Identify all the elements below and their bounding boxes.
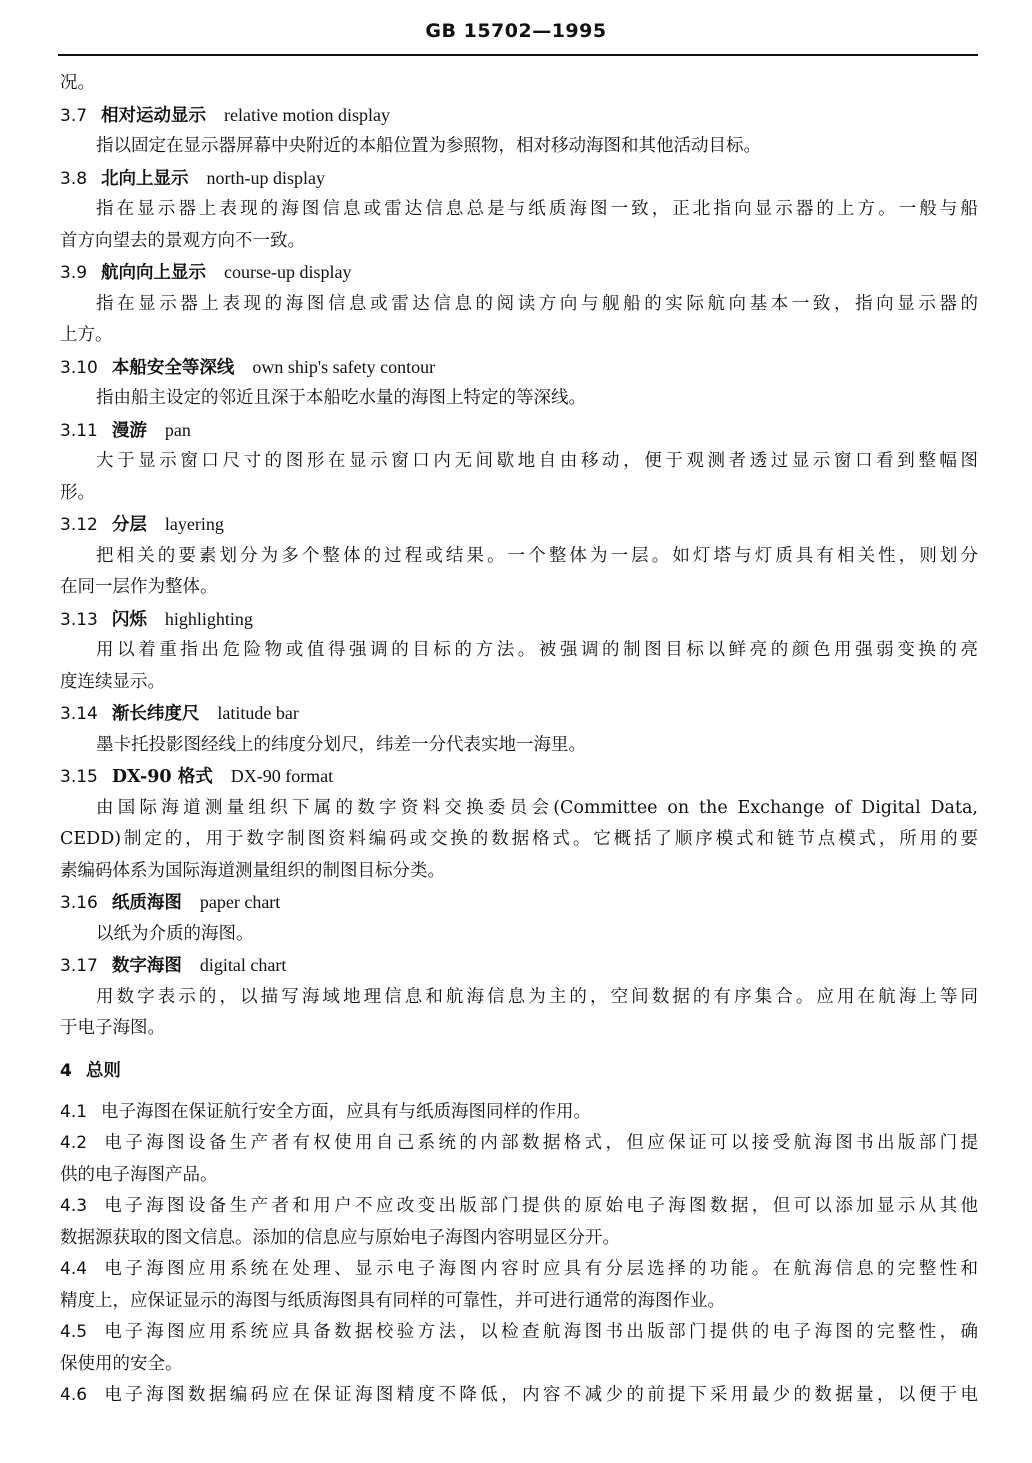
term-english: paper chart (199, 892, 281, 912)
definition-line: 指在显示器上表现的海图信息或雷达信息总是与纸质海图一致，正北指向显示器的上方。一般与船 (96, 199, 978, 219)
clause-continuation: 供的电子海图产品。 (60, 1164, 218, 1185)
definition-line: 指在显示器上表现的海图信息或雷达信息的阅读方向与舰船的实际航向基本一致，指向显示器的 (96, 293, 978, 314)
term-number: 3.16 (60, 893, 98, 913)
term-heading (60, 415, 978, 447)
term-chinese: 相对运动显示 (101, 105, 207, 126)
term-english: DX-90 format (230, 766, 334, 786)
term-english: highlighting (164, 608, 253, 629)
term-chinese: 北向上显示 (101, 168, 189, 189)
term-number: 3.14 (60, 704, 98, 724)
clause-number: 4.3 (60, 1196, 88, 1216)
definition-line: CEDD)制定的，用于数字制图资料编码或交换的数据格式。它概括了顺序模式和链节点模式，所用的要 (60, 829, 978, 849)
clause-number: 4.2 (60, 1133, 88, 1153)
clause-line (60, 1317, 978, 1349)
term-number: 3.10 (60, 357, 98, 378)
term-chinese: 渐长纬度尺 (111, 704, 200, 724)
term-english: course-up display (224, 262, 352, 282)
term-number: 3.15 (60, 767, 98, 787)
definition-line: 形。 (60, 482, 95, 503)
clause-text: 电子海图应用系统应具备数据校验方法，以检查航海图书出版部门提供的电子海图的完整性，确 (101, 1322, 978, 1342)
term-heading (60, 887, 978, 919)
definition-line: 在同一层作为整体。 (60, 577, 218, 597)
term-chinese: 航向向上显示 (101, 263, 207, 283)
term-english: north-up display (206, 167, 326, 188)
term-chinese: DX-90 格式 (111, 767, 213, 787)
term-chinese: 闪烁 (111, 609, 147, 630)
definition-line: 于电子海图。 (60, 1018, 165, 1038)
term-heading (60, 698, 978, 730)
clause-line (60, 1191, 978, 1223)
clause-number: 4.4 (60, 1259, 88, 1279)
term-english: latitude bar (217, 703, 299, 723)
standard-number-header: GB 15702—1995 (425, 20, 607, 42)
term-heading (60, 604, 978, 636)
definition-line: 上方。 (60, 325, 113, 345)
term-chinese: 漫游 (111, 420, 147, 441)
definition-line: 墨卡托投影图经线上的纬度分划尺，纬差一分代表实地一海里。 (96, 734, 586, 755)
term-chinese: 本船安全等深线 (111, 357, 235, 378)
clause-text: 电子海图设备生产者有权使用自己系统的内部数据格式，但应保证可以接受航海图书出版部门提 (101, 1133, 978, 1153)
clause-number: 4.5 (60, 1322, 88, 1342)
term-heading (60, 163, 978, 195)
clause-line (60, 1380, 978, 1412)
definition-line: 用数字表示的，以描写海域地理信息和航海信息为主的，空间数据的有序集合。应用在航海上等同 (96, 986, 978, 1007)
clause-continuation: 保使用的安全。 (60, 1353, 183, 1374)
clause-text: 电子海图数据编码应在保证海图精度不降低，内容不减少的前提下采用最少的数据量，以便于电 (101, 1385, 978, 1405)
section-number: 4 (60, 1060, 72, 1081)
term-english: relative motion display (224, 104, 391, 125)
clause-continuation: 数据源获取的图文信息。添加的信息应与原始电子海图内容明显区分开。 (60, 1227, 620, 1248)
term-heading (60, 257, 978, 289)
clause-text: 电子海图应用系统在处理、显示电子海图内容时应具有分层选择的功能。在航海信息的完整性和 (101, 1259, 978, 1279)
term-number: 3.8 (60, 168, 88, 189)
clause-line (60, 1128, 978, 1160)
definition-line: 指由船主设定的邻近且深于本船吃水量的海图上特定的等深线。 (96, 388, 586, 408)
clause-continuation: 精度上，应保证显示的海图与纸质海图具有同样的可靠性，并可进行通常的海图作业。 (60, 1290, 725, 1311)
term-english: layering (164, 514, 224, 534)
clause-line (60, 1254, 978, 1286)
term-number: 3.9 (60, 263, 88, 283)
term-chinese: 分层 (111, 515, 147, 535)
section-title: 总则 (85, 1060, 121, 1081)
term-number: 3.17 (60, 956, 98, 976)
definition-line: 把相关的要素划分为多个整体的过程或结果。一个整体为一层。如灯塔与灯质具有相关性，则划分 (96, 545, 978, 566)
definition-line: 素编码体系为国际海道测量组织的制图目标分类。 (60, 860, 445, 881)
term-number: 3.7 (60, 105, 88, 126)
term-heading (60, 352, 978, 384)
term-heading (60, 950, 978, 982)
term-english: pan (164, 419, 191, 440)
text-line: 况。 (60, 73, 95, 93)
term-english: digital chart (199, 955, 287, 975)
clause-text: 电子海图在保证航行安全方面，应具有与纸质海图同样的作用。 (101, 1101, 592, 1122)
header-rule (58, 54, 978, 56)
definition-line: 用以着重指出危险物或值得强调的目标的方法。被强调的制图目标以鲜亮的颜色用强弱变换的亮 (96, 640, 978, 660)
term-chinese: 纸质海图 (111, 893, 182, 913)
definition-line: 由国际海道测量组织下属的数字资料交换委员会(Committee on the Exchange of Digital Data, (96, 797, 978, 818)
section-heading (60, 1051, 978, 1091)
definition-line: 以纸为介质的海图。 (96, 923, 254, 944)
term-heading (60, 761, 978, 793)
term-number: 3.11 (60, 420, 98, 441)
clause-line (60, 1097, 978, 1129)
term-chinese: 数字海图 (111, 956, 182, 976)
clause-number: 4.6 (60, 1385, 88, 1405)
term-number: 3.13 (60, 609, 98, 630)
clause-text: 电子海图设备生产者和用户不应改变出版部门提供的原始电子海图数据，但可以添加显示从其他 (101, 1196, 978, 1216)
definition-line: 大于显示窗口尺寸的图形在显示窗口内无间歇地自由移动，便于观测者透过显示窗口看到整幅图 (96, 451, 978, 471)
definition-line: 度连续显示。 (60, 671, 165, 692)
term-english: own ship's safety contour (252, 356, 436, 377)
term-number: 3.12 (60, 515, 98, 535)
term-heading (60, 509, 978, 541)
term-heading (60, 100, 978, 132)
document-body (60, 68, 978, 1412)
clause-number: 4.1 (60, 1101, 88, 1122)
definition-line: 首方向望去的景观方向不一致。 (60, 230, 305, 251)
definition-line: 指以固定在显示器屏幕中央附近的本船位置为参照物，相对移动海图和其他活动目标。 (96, 136, 761, 156)
